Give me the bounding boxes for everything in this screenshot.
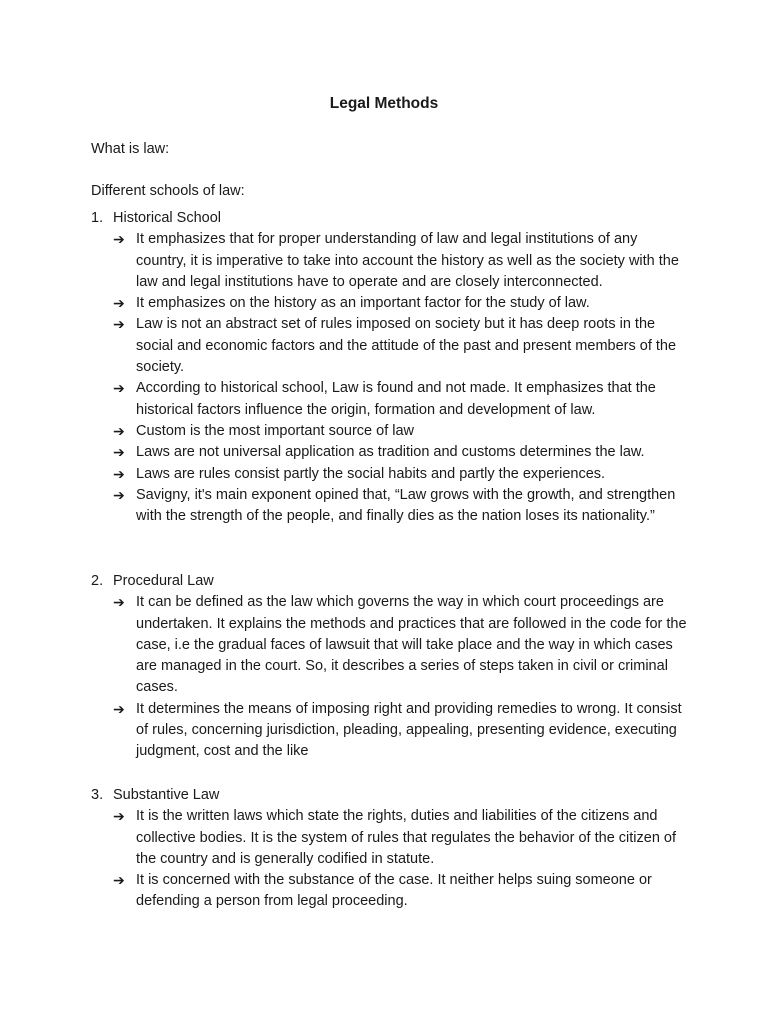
bullet-text: It is the written laws which state the rights, duties and liabilities of the citizens and collective bodies. It is the system of rules that regulates the behavior of the citizen of the country and is generally codified in statute. bbox=[136, 808, 677, 867]
section-substantive-law bbox=[91, 785, 691, 913]
section-title: Substantive Law bbox=[113, 787, 220, 803]
arrow-bullet-icon: ➔ bbox=[113, 316, 125, 333]
list-item bbox=[113, 314, 691, 378]
arrow-bullet-icon: ➔ bbox=[113, 594, 125, 611]
bullet-text: It emphasizes on the history as an important factor for the study of law. bbox=[136, 295, 590, 312]
bullet-list bbox=[91, 592, 691, 762]
section-heading bbox=[91, 208, 691, 229]
arrow-bullet-icon: ➔ bbox=[113, 872, 125, 889]
bullet-text: Custom is the most important source of law bbox=[136, 422, 415, 439]
arrow-bullet-icon: ➔ bbox=[113, 700, 125, 717]
section-historical-school bbox=[91, 208, 691, 527]
bullet-text: Laws are not universal application as tradition and customs determines the law. bbox=[136, 444, 645, 461]
section-number: 3. bbox=[91, 787, 104, 803]
bullet-list bbox=[91, 229, 691, 527]
list-item bbox=[113, 485, 691, 528]
bullet-text: It can be defined as the law which governs the way in which court proceedings are undertaken. It explains the methods and practices that are followed in the code for the case, i.e the gradual faces of lawsuit that will take place and the way in which cases are managed in the court. So, it describes a series of steps taken in civil or criminal cases. bbox=[136, 594, 687, 696]
arrow-bullet-icon: ➔ bbox=[113, 465, 125, 482]
bullet-text: Laws are rules consist partly the social habits and partly the experiences. bbox=[136, 465, 606, 482]
bullet-list bbox=[91, 806, 691, 912]
section-heading bbox=[91, 571, 691, 592]
section-number: 2. bbox=[91, 573, 104, 589]
bullet-text: It determines the means of imposing right and providing remedies to wrong. It consist of rules, concerning jurisdiction, pleading, appealing, presenting evidence, executing judgment, cost and the like bbox=[136, 700, 682, 760]
question-what-is-law: What is law: bbox=[91, 141, 170, 157]
bullet-text: According to historical school, Law is found and not made. It emphasizes that the historical factors influence the origin, formation and development of law. bbox=[136, 380, 656, 418]
arrow-bullet-icon: ➔ bbox=[113, 295, 125, 312]
list-item bbox=[113, 870, 691, 913]
bullet-text: It is concerned with the substance of the case. It neither helps suing someone or defending a person from legal proceeding. bbox=[136, 872, 652, 910]
section-title: Procedural Law bbox=[113, 573, 214, 589]
section-title: Historical School bbox=[113, 210, 221, 226]
bullet-text: It emphasizes that for proper understanding of law and legal institutions of any country, it is imperative to take into account the history as well as the society with the law and legal institutions have to operate and are closely interconnected. bbox=[136, 231, 679, 290]
arrow-bullet-icon: ➔ bbox=[113, 486, 125, 503]
list-item bbox=[113, 464, 691, 485]
schools-heading: Different schools of law: bbox=[91, 183, 245, 199]
list-item bbox=[113, 806, 691, 870]
arrow-bullet-icon: ➔ bbox=[113, 808, 125, 825]
list-item bbox=[113, 229, 691, 293]
arrow-bullet-icon: ➔ bbox=[113, 444, 125, 461]
document-title: Legal Methods bbox=[329, 95, 439, 112]
list-item bbox=[113, 699, 691, 763]
section-procedural-law bbox=[91, 571, 691, 763]
arrow-bullet-icon: ➔ bbox=[113, 380, 125, 397]
list-item bbox=[113, 592, 691, 698]
list-item bbox=[113, 442, 691, 463]
section-heading bbox=[91, 785, 691, 806]
section-number: 1. bbox=[91, 210, 104, 226]
bullet-text: Savigny, it's main exponent opined that, “Law grows with the growth, and strengthen with the strength of the people, and finally dies as the nation loses its nationality.” bbox=[136, 486, 676, 525]
list-item bbox=[113, 421, 691, 442]
bullet-text: Law is not an abstract set of rules imposed on society but it has deep roots in the social and economic factors and the attitude of the past and present members of the society. bbox=[136, 316, 677, 376]
list-item bbox=[113, 378, 691, 421]
list-item bbox=[113, 293, 691, 314]
arrow-bullet-icon: ➔ bbox=[113, 422, 125, 439]
arrow-bullet-icon: ➔ bbox=[113, 231, 125, 248]
